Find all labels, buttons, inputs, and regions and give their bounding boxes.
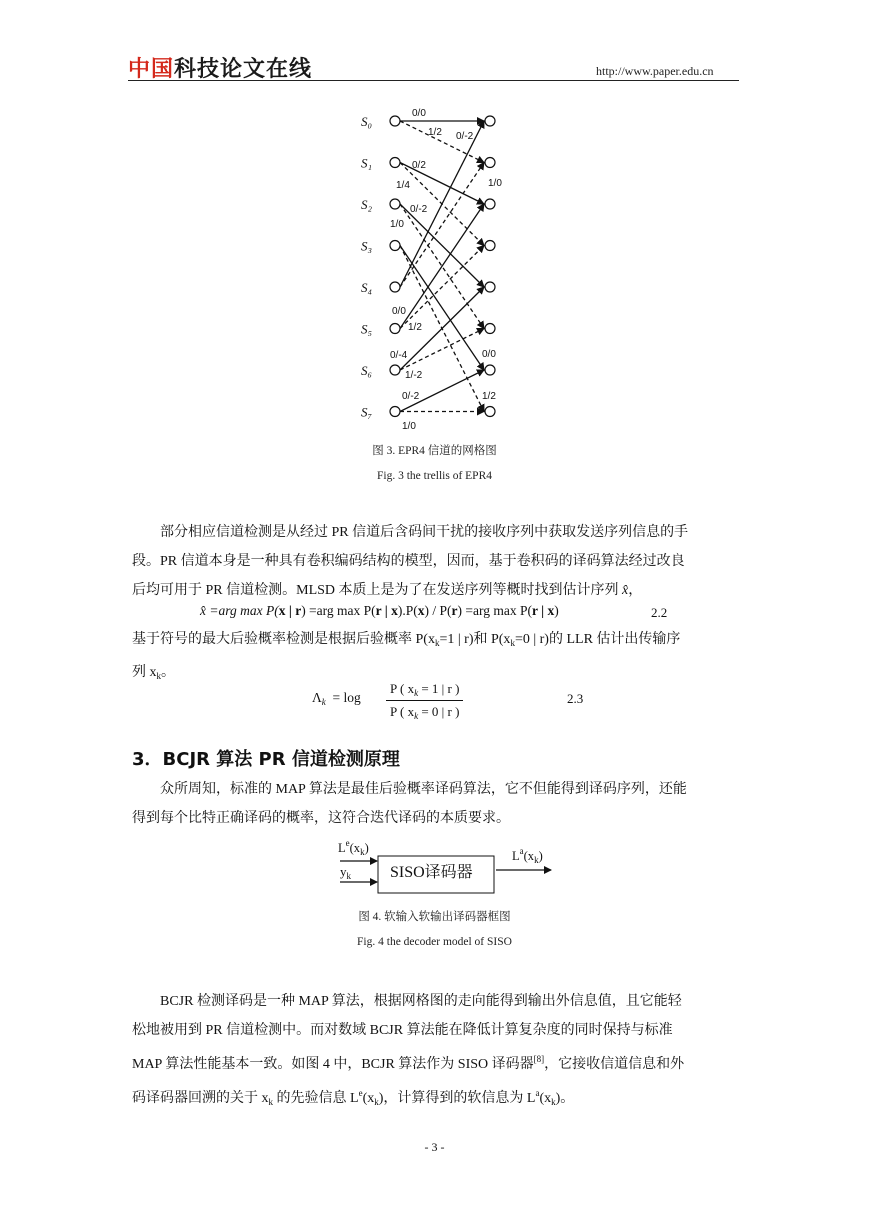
- edge-label: 1/0: [488, 178, 502, 189]
- equation-2-3-fraction: [386, 681, 463, 721]
- eq23-numerator: [386, 681, 463, 701]
- trellis-node-next: [485, 282, 495, 292]
- state-label: S₇: [361, 404, 373, 420]
- eq23-den-tail: = 0 | r ): [418, 704, 460, 719]
- para4-l3a: MAP 算法性能基本一致。如图 4 中，BCJR 算法作为 SISO 译码器: [132, 1057, 534, 1072]
- in1-sup: e: [345, 838, 350, 848]
- in1-close: ): [364, 841, 369, 855]
- para4-l4a: 码译码器回溯的关于 x: [132, 1091, 269, 1106]
- trellis-edge: [400, 204, 484, 287]
- page-number: - 3 -: [424, 1140, 445, 1154]
- eq22-part-c: ) =arg max P(: [301, 603, 376, 618]
- trellis-node-current: [390, 241, 400, 251]
- para4-sup1: e: [358, 1088, 363, 1098]
- state-label: S₃: [361, 238, 373, 254]
- para4-sub1: k: [268, 1097, 273, 1107]
- edge-label: 0/0: [412, 108, 426, 119]
- eq22-part-f: x: [417, 603, 425, 618]
- paragraph-1: [132, 518, 738, 605]
- equation-2-3-lhs: [312, 690, 361, 707]
- in1-l: L: [338, 841, 346, 855]
- in1-tail: (x: [349, 841, 361, 855]
- trellis-diagram: [350, 106, 520, 436]
- state-label: S₀: [361, 114, 373, 129]
- state-label: S₁: [361, 155, 373, 171]
- edge-label: 0/2: [412, 160, 426, 171]
- para4-l4f: )。: [555, 1091, 575, 1106]
- in1-sub: k: [360, 847, 365, 857]
- para4-l4b: 的先验信息 L: [273, 1091, 359, 1106]
- para2-l2a: 列 x: [132, 665, 157, 680]
- eq23-den-text: P ( x: [390, 704, 415, 719]
- trellis-node-current: [390, 199, 400, 209]
- input-le-label: [338, 838, 369, 857]
- trellis-node-next: [485, 365, 495, 375]
- eq23-den-sub: k: [414, 711, 419, 721]
- out-tail: (x: [523, 849, 535, 863]
- eq22-part-b: x | r: [278, 603, 302, 618]
- eq22-part-i: ) =arg max P(: [457, 603, 533, 618]
- trellis-node-next: [485, 199, 495, 209]
- para2-sub-k1: k: [434, 638, 440, 648]
- siso-decoder-label: SISO译码器: [390, 864, 473, 881]
- para1-line1: 部分相应信道检测是从经过 PR 信道后含码间干扰的接收序列中获取发送序列信息的手: [160, 525, 689, 540]
- para4-sub2: k: [374, 1097, 379, 1107]
- state-label: S₂: [361, 197, 373, 212]
- edge-label: 0/-2: [402, 391, 420, 402]
- edge-label: 0/-4: [390, 350, 408, 361]
- edge-label: 1/2: [408, 322, 422, 333]
- edge-label: 1/4: [396, 180, 410, 191]
- equation-2-3-number: 2.3: [567, 691, 584, 706]
- eq23-log: = log: [332, 690, 361, 705]
- paragraph-3: [132, 775, 738, 833]
- paragraph-4: [132, 987, 738, 1117]
- trellis-node-next: [485, 116, 495, 126]
- para2-sub-k2: k: [510, 638, 515, 648]
- para4-sub3: k: [551, 1097, 556, 1107]
- out-sup: a: [519, 846, 524, 856]
- out-l: L: [512, 849, 520, 863]
- logo-dark-text: 科技论文在线: [174, 57, 313, 82]
- in2-sub: k: [346, 871, 351, 881]
- trellis-node-current: [390, 116, 400, 126]
- edge-label: 0/0: [482, 349, 496, 360]
- trellis-node-next: [485, 324, 495, 334]
- eq23-num-text: P ( x: [390, 681, 415, 696]
- trellis-node-current: [390, 158, 400, 168]
- para1-line3-text: 后均可用于 PR 信道检测。MLSD 本质上是为了在发送序列等概时找到估计序列: [132, 583, 619, 598]
- equation-2-2: [200, 603, 559, 619]
- trellis-edge: [400, 329, 484, 371]
- state-label: S₅: [361, 321, 373, 337]
- header-divider: [128, 80, 739, 81]
- trellis-node-current: [390, 365, 400, 375]
- eq23-num-sub: k: [414, 688, 419, 698]
- state-label: S₆: [361, 363, 373, 378]
- trellis-node-next: [485, 158, 495, 168]
- para4-sup2: a: [535, 1088, 540, 1098]
- trellis-node-next: [485, 407, 495, 417]
- fig3-caption-cn: 图 3. EPR4 信道的网格图: [372, 445, 497, 457]
- para3-line2: 得到每个比特正确译码的概率，这符合迭代译码的本质要求。: [132, 811, 510, 826]
- trellis-edge: [400, 246, 484, 329]
- para2-l1b: =1 | r)和 P(x: [439, 632, 511, 647]
- site-logo: [128, 52, 312, 83]
- trellis-node-current: [390, 324, 400, 334]
- para4-line4: [132, 1079, 738, 1117]
- edge-label: 0/-2: [456, 131, 474, 142]
- para4-line3: [132, 1045, 738, 1079]
- para1-line2: 段。PR 信道本身是一种具有卷积编码结构的模型，因而，基于卷积码的译码算法经过改良: [132, 554, 685, 569]
- edge-label: 1/2: [482, 391, 496, 402]
- edge-label: 1/-2: [405, 370, 423, 381]
- eq22-part-h: r: [451, 603, 458, 618]
- output-la-label: [512, 846, 543, 865]
- fig4-caption-en: Fig. 4 the decoder model of SISO: [357, 936, 512, 948]
- edge-label: 1/0: [390, 219, 404, 230]
- fig3-caption-en: Fig. 3 the trellis of EPR4: [377, 470, 492, 482]
- edge-label: 0/-2: [410, 204, 428, 215]
- equation-2-2-number: 2.2: [651, 605, 668, 620]
- para4-line1: BCJR 检测译码是一种 MAP 算法，根据网格图的走向能得到输出外信息值，且它能轻: [160, 994, 682, 1009]
- trellis-edge: [400, 246, 484, 371]
- lambda-sub: k: [321, 697, 326, 707]
- eq23-denominator: [386, 701, 463, 721]
- eq22-part-g: ) / P(: [424, 603, 452, 618]
- para1-line3: [132, 576, 738, 605]
- logo-red-text: 中国: [128, 57, 175, 82]
- out-sub: k: [534, 855, 539, 865]
- para4-l4e: (x: [539, 1091, 552, 1106]
- eq23-num-tail: = 1 | r ): [418, 681, 460, 696]
- trellis-node-current: [390, 407, 400, 417]
- para2-l1a: 基于符号的最大后验概率检测是根据后验概率 P(x: [132, 632, 435, 647]
- in2-y: y: [340, 864, 347, 879]
- para4-line2: 松地被用到 PR 信道检测中。而对数域 BCJR 算法能在降低计算复杂度的同时保持与标准: [132, 1023, 673, 1038]
- para2-sub-k3: k: [156, 671, 161, 681]
- para2-l2b: 。: [161, 665, 175, 680]
- citation-8[interactable]: [8]: [533, 1054, 545, 1064]
- para4-l3b: ，它接收信道信息和外: [544, 1057, 685, 1072]
- edge-label: 1/0: [402, 421, 416, 432]
- out-close: ): [538, 849, 543, 863]
- eq22-part-d: r | x: [375, 603, 398, 618]
- eq22-part-a: x̂ =arg max P(: [200, 603, 279, 618]
- para3-line1: 众所周知，标准的 MAP 算法是最佳后验概率译码算法，它不但能得到译码序列，还能: [160, 782, 687, 797]
- trellis-node-current: [390, 282, 400, 292]
- trellis-node-next: [485, 241, 495, 251]
- x-hat-symbol: x̂: [622, 583, 629, 598]
- state-label: S₄: [361, 280, 373, 295]
- input-yk-label: [340, 864, 351, 881]
- eq22-part-j: r | x: [532, 603, 555, 618]
- para4-l4d: )，计算得到的软信息为 L: [378, 1091, 536, 1106]
- lambda-symbol: Λ: [312, 690, 322, 705]
- trellis-edge: [400, 163, 484, 288]
- edge-label: 1/2: [428, 127, 442, 138]
- fig4-caption-cn: 图 4. 软输入软输出译码器框图: [358, 911, 511, 923]
- eq22-part-e: ).P(: [397, 603, 418, 618]
- eq22-part-k: ): [554, 603, 559, 618]
- para4-l4c: (x: [362, 1091, 375, 1106]
- section-3-heading: 3．BCJR 算法 PR 信道检测原理: [132, 749, 400, 770]
- header-url[interactable]: http://www.paper.edu.cn: [596, 64, 714, 78]
- para2-line1: [132, 625, 738, 658]
- edge-label: 0/0: [392, 306, 406, 317]
- para2-l1c: =0 | r)的 LLR 估计出传输序: [514, 632, 681, 647]
- para1-line3-end: ，: [628, 583, 643, 598]
